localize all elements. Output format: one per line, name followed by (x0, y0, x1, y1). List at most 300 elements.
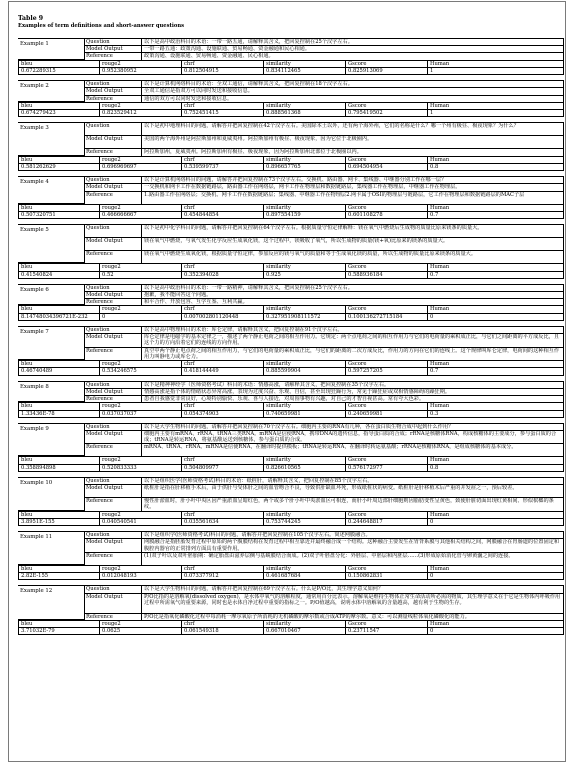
example-row-question (84, 326, 564, 333)
metric-value-bleu: 2.82E-155 (18, 572, 100, 579)
row-key: Reference (84, 96, 142, 102)
example-label: Example 1 (18, 38, 84, 60)
row-value-reference: 镁在氧气中燃烧生成氧化镁，根据质量守恒定律，参加反应的镁与氧气的质量和等于生成氧化镁的质量，所以生成物的质量比原来镁条的质量大。 (142, 251, 564, 263)
row-key: Reference (84, 498, 142, 510)
metric-value-human: 0 (428, 518, 564, 525)
example-row-reference (84, 52, 564, 59)
example-row-model-output (84, 388, 564, 395)
example-row-model-output (84, 484, 564, 497)
metric-header-human: Human (428, 620, 564, 627)
metric-value-chrf: 0.539599737 (182, 163, 264, 170)
example-block (18, 80, 564, 122)
metric-header-gscore: Gscore (346, 60, 428, 67)
row-value-reference: 患者自我感觉非常良好，心境特别愉快、乐观、喜与人接近，对周围事物有兴趣，对自己的才智自视甚高。常有夸大色彩。 (142, 396, 564, 402)
metric-value-human: 1 (428, 109, 564, 116)
metric-value-human: 0 (428, 572, 564, 579)
example-block (18, 284, 564, 326)
example-spacer (18, 635, 564, 640)
row-value-question: 以下是初中地理科目的问题，请解答并把回复控制在42个汉字左右。美国除本土以外，还有两个海外州，它们的名称是什么？哪一个州有极昼、极夜现象？为什么？ (142, 123, 564, 135)
metric-value-human: 0.7 (428, 367, 564, 374)
metric-value-gscore: 0.576172977 (346, 464, 428, 471)
example-row-reference (84, 347, 564, 360)
metric-value-bleu: 0.358894898 (18, 464, 100, 471)
metric-header-rouge2: rouge2 (100, 511, 182, 518)
example-body (84, 531, 564, 565)
row-key: Model Output (84, 184, 142, 190)
row-value-model-output: 美国的两个海外州是阿拉斯加州和夏威夷州。阿拉斯加州有极昼、极夜现象，因为它位于北极圈内。 (142, 136, 564, 148)
example-label: Example 6 (18, 284, 84, 306)
metric-header-rouge2: rouge2 (100, 456, 182, 463)
metric-value-gscore: 0.150862831 (346, 572, 428, 579)
metric-value-bleu: 0.507320751 (18, 211, 100, 218)
example-body (84, 326, 564, 360)
row-key: Reference (84, 444, 142, 456)
metric-header-gscore: Gscore (346, 360, 428, 367)
row-key: Reference (84, 614, 142, 620)
row-value-reference: 1.路由器工作在网络层；交换机、网卡工作在数据链路层；集线器、中继器工作在物理层2.网卡属于OSI的物理层与链路层，它工作在物理层和数据链路层的MAC子层 (142, 192, 564, 204)
example-body (84, 284, 564, 306)
metric-header-human: Human (428, 456, 564, 463)
metric-header-bleu: bleu (18, 360, 100, 367)
metrics-grid (18, 620, 564, 636)
metric-header-gscore: Gscore (346, 305, 428, 312)
metric-value-similarity: 0.834112465 (264, 67, 346, 74)
metric-header-chrf: chrf (182, 102, 264, 109)
example-block (18, 531, 564, 585)
metric-value-chrf: 0.054374903 (182, 410, 264, 417)
metric-header-gscore: Gscore (346, 565, 428, 572)
row-key: Question (84, 586, 142, 592)
metric-header-human: Human (428, 402, 564, 409)
row-value-reference: 和平合作、开放包容、互学互鉴、互利共赢。 (142, 299, 564, 305)
metric-value-similarity: 0.888561368 (264, 109, 346, 116)
metric-header-gscore: Gscore (346, 263, 428, 270)
metric-header-gscore: Gscore (346, 620, 428, 627)
example-body (84, 176, 564, 203)
metric-header-gscore: Gscore (346, 456, 428, 463)
example-rows (18, 38, 564, 60)
example-block (18, 122, 564, 176)
row-value-reference: 政策沟通、设施联通、贸易畅通、资金融通、民心相通。 (142, 53, 564, 59)
metric-value-human: 0.8 (428, 464, 564, 471)
example-label: Example 10 (18, 477, 84, 511)
metrics-grid (18, 565, 564, 581)
row-value-model-output: 细胞内主要有mRNA、rRNA、tRNA三类RNA。mRNA是信使RNA，携带DNA的遗传信息，指导蛋白质的合成；rRNA是核糖体RNA，构成核糖体的主要成分，参与蛋白质的合成；tRNA是转运RNA，将氨基酸运送到核糖体，参与蛋白质的合成。 (142, 431, 564, 443)
metric-value-bleu: 3.8951E-155 (18, 518, 100, 525)
metrics-grid (18, 456, 564, 472)
metric-value-gscore: 0.100136272715184 (346, 313, 428, 320)
metric-header-chrf: chrf (182, 60, 264, 67)
metrics-grid (18, 60, 564, 76)
row-key: Model Output (84, 136, 142, 148)
metric-value-chrf: 0.454844854 (182, 211, 264, 218)
metric-header-human: Human (428, 511, 564, 518)
row-key: Question (84, 81, 142, 87)
example-rows (18, 80, 564, 102)
example-row-reference (84, 250, 564, 263)
metric-value-gscore: 0.694504954 (346, 163, 428, 170)
example-rows (18, 326, 564, 360)
example-row-question (84, 80, 564, 87)
example-body (84, 224, 564, 263)
example-rows (18, 477, 564, 511)
row-key: Question (84, 285, 142, 291)
metric-value-rouge2: 0 (100, 313, 182, 320)
row-key: Question (84, 177, 142, 183)
metric-value-chrf: 0.073377912 (182, 572, 264, 579)
row-value-model-output: 纸桩肝是指在肝移植手术后，由于供肝与受体肝之间的血管吻合不良，导致供肝缺血坏死，形成纸桩状的病变。纸桩肝是肝移植术后严重的并发症之一，预后较差。 (142, 485, 564, 497)
row-value-question: 以下是初中化学科目的问题，请解答并把回复控制在64个汉字左右。根据质量守恒定律解释：镁在氧气中燃烧后生成物的质量比原来镁条的质量大。 (142, 225, 564, 237)
metric-header-chrf: chrf (182, 156, 264, 163)
example-rows (18, 176, 564, 203)
metric-value-gscore: 0.588936184 (346, 271, 428, 278)
metric-header-bleu: bleu (18, 60, 100, 67)
example-label: Example 3 (18, 122, 84, 155)
metric-value-gscore: 0.601108278 (346, 211, 428, 218)
metrics-grid (18, 156, 564, 172)
metric-value-chrf: 0.504809977 (182, 464, 264, 471)
example-row-model-output (84, 538, 564, 551)
metric-header-similarity: similarity (264, 360, 346, 367)
metric-header-rouge2: rouge2 (100, 156, 182, 163)
metric-header-bleu: bleu (18, 565, 100, 572)
example-rows (18, 381, 564, 403)
metric-header-bleu: bleu (18, 102, 100, 109)
metric-value-rouge2: 0.952380952 (100, 67, 182, 74)
example-label: Example 4 (18, 176, 84, 203)
row-value-reference: 真空中两个静止电点荷之间的相互作用力，与它们的电荷量的乘积成正比，与它们的距离的二次方成反比，作用力的方向在它们的连线上。这个规律叫库仑定律，电荷间的这种相互作用力叫静电力或库仑力。 (142, 348, 564, 360)
example-rows (18, 122, 564, 155)
row-key: Model Output (84, 238, 142, 250)
example-label: Example 2 (18, 80, 84, 102)
example-row-question (84, 381, 564, 388)
metric-value-human: 0 (428, 627, 564, 634)
metric-header-similarity: similarity (264, 620, 346, 627)
row-key: Reference (84, 53, 142, 59)
example-block (18, 224, 564, 284)
metric-value-similarity: 0.327951908111572 (264, 313, 346, 320)
example-block (18, 585, 564, 640)
metric-value-similarity: 0.896657765 (264, 163, 346, 170)
row-value-reference: P/O比是指氧化磷酸化过程中每消耗一摩尔氧原子所消耗的无机磷酸的摩尔数或合成ATP的摩尔数。意义：可以测量线粒体氧化磷酸化的能力。 (142, 614, 564, 620)
metric-value-chrf: 0.007002801120448 (182, 313, 264, 320)
metric-value-bleu: 0.46740489 (18, 367, 100, 374)
metric-header-gscore: Gscore (346, 156, 428, 163)
metric-header-human: Human (428, 102, 564, 109)
metric-header-similarity: similarity (264, 402, 346, 409)
metric-header-bleu: bleu (18, 511, 100, 518)
example-row-reference (84, 613, 564, 620)
example-row-reference (84, 148, 564, 155)
row-value-reference: 慢性肝淤血时，肝小叶中央区因严重淤血呈暗红色，两个或多个肝小叶中央淤血区可相连，而肝小叶周边部肝细胞则因脂肪变性呈黄色，致使肝脏切面出现红黄相间、形似槟榔的条纹。 (142, 498, 564, 510)
examples-table (18, 38, 564, 640)
example-block (18, 477, 564, 531)
row-value-model-output: 抱歉，我不能回答这个问题。 (142, 292, 564, 298)
row-value-reference: mRNA、tRNA、rRNA。mRNA是信使RNA，在翻译时提供模板；tRNA是转运RNA，在翻译时转运氨基酸；rRNA是核糖体RNA，是组成核糖体的基本成分。 (142, 444, 564, 456)
metric-header-chrf: chrf (182, 305, 264, 312)
metrics-grid (18, 305, 564, 321)
example-row-model-output (84, 183, 564, 190)
metric-value-similarity: 0.925 (264, 271, 346, 278)
example-row-reference (84, 95, 564, 102)
example-body (84, 423, 564, 457)
row-key: Question (84, 327, 142, 333)
metric-value-rouge2: 0.534246575 (100, 367, 182, 374)
metrics-grid (18, 360, 564, 376)
example-row-reference (84, 443, 564, 456)
example-rows (18, 531, 564, 565)
example-body (84, 477, 564, 511)
row-key: Question (84, 225, 142, 237)
row-key: Model Output (84, 88, 142, 94)
row-value-question: 以下是组织学(医师资格考试)科目的问题，请解答并把回复控制在105个汉字左右。简述网膜融合。 (142, 532, 564, 538)
metric-header-similarity: similarity (264, 263, 346, 270)
metric-value-rouge2: 0.823529412 (100, 109, 182, 116)
metric-value-bleu: 0.581262629 (18, 163, 100, 170)
row-key: Reference (84, 251, 142, 263)
example-rows (18, 284, 564, 306)
row-key: Reference (84, 348, 142, 360)
example-block (18, 38, 564, 80)
metric-header-rouge2: rouge2 (100, 565, 182, 572)
metric-header-gscore: Gscore (346, 511, 428, 518)
metric-header-bleu: bleu (18, 204, 100, 211)
metric-header-bleu: bleu (18, 305, 100, 312)
metric-header-chrf: chrf (182, 360, 264, 367)
row-value-question: 以下是高中政治科目的术语：一带一路精神，请解释其含义，把回复控制在25个汉字左右。 (142, 285, 564, 291)
row-key: Question (84, 123, 142, 135)
metric-value-bleu: 0.672289315 (18, 67, 100, 74)
metric-header-gscore: Gscore (346, 102, 428, 109)
metric-header-chrf: chrf (182, 511, 264, 518)
metric-value-rouge2: 0.466666667 (100, 211, 182, 218)
metric-header-human: Human (428, 305, 564, 312)
row-value-question: 以下是高中政治科目的术语：一带一路五通，请解释其含义，把回复控制在25个汉字左右。 (142, 39, 564, 45)
metric-header-bleu: bleu (18, 456, 100, 463)
metric-value-rouge2: 0.012048193 (100, 572, 182, 579)
table-caption: Examples of term definitions and short-answer questions (18, 23, 185, 29)
metric-header-similarity: similarity (264, 305, 346, 312)
metric-value-gscore: 0.240659981 (346, 410, 428, 417)
example-row-reference (84, 497, 564, 510)
metric-value-similarity: 0.826610565 (264, 464, 346, 471)
metric-value-human: 1 (428, 67, 564, 74)
row-value-model-output: P/O比指的是溶解氧(dissolved oxygen)，是水体中氧气的溶解程度，通常用百分比表示。溶解氧是维持生物体正常生命活动所必需的物质，其生理学意义在于它是生物体内呼吸作用过程中所需氧气的重要来源，同时也是水体自净过程中重要的指标之一。P/O值越高，说明水体中溶解氧的含量越高，越有利于生物的生存。 (142, 594, 564, 613)
metrics-grid (18, 402, 564, 418)
example-row-question (84, 423, 564, 430)
row-key: Reference (84, 553, 142, 565)
example-row-reference (84, 191, 564, 204)
example-row-model-output (84, 333, 564, 346)
example-label: Example 9 (18, 423, 84, 457)
example-rows (18, 224, 564, 263)
example-block (18, 326, 564, 381)
metric-header-chrf: chrf (182, 204, 264, 211)
metric-value-chrf: 0.752451415 (182, 109, 264, 116)
metric-header-similarity: similarity (264, 565, 346, 572)
metrics-grid (18, 263, 564, 279)
example-row-reference (84, 298, 564, 305)
row-key: Question (84, 382, 142, 388)
row-key: Reference (84, 299, 142, 305)
metrics-grid (18, 511, 564, 527)
row-value-model-output: 镁在氧气中燃烧，与氧气发生化学反应生成氧化镁，这个过程中，镁吸收了氧气，所以生成物的质量(镁+氧)比原来的镁条的质量大。 (142, 238, 564, 250)
metric-header-similarity: similarity (264, 204, 346, 211)
row-value-question: 以下是大学生物科目的问题，请解答并把回复控制在70个汉字左右。细胞内主要的RNA有几种，各在蛋白质生物合成中起到什么作用？ (142, 424, 564, 430)
metric-header-chrf: chrf (182, 620, 264, 627)
row-key: Model Output (84, 485, 142, 497)
metric-header-bleu: bleu (18, 263, 100, 270)
row-key: Model Output (84, 389, 142, 395)
example-body (84, 122, 564, 155)
metric-value-gscore: 0.795419502 (346, 109, 428, 116)
metric-header-similarity: similarity (264, 102, 346, 109)
metric-header-human: Human (428, 156, 564, 163)
metric-header-bleu: bleu (18, 156, 100, 163)
metrics-grid (18, 102, 564, 118)
metric-header-human: Human (428, 263, 564, 270)
example-row-question (84, 585, 564, 592)
example-row-model-output (84, 430, 564, 443)
row-key: Model Output (84, 594, 142, 613)
metric-value-chrf: 0.418144449 (182, 367, 264, 374)
metric-header-rouge2: rouge2 (100, 204, 182, 211)
metric-value-rouge2: 0.040540541 (100, 518, 182, 525)
metric-value-rouge2: 0.0625 (100, 627, 182, 634)
metric-value-bleu: 1.33436E-78 (18, 410, 100, 417)
metric-header-gscore: Gscore (346, 204, 428, 211)
example-block (18, 381, 564, 423)
metric-header-rouge2: rouge2 (100, 360, 182, 367)
example-row-model-output (84, 593, 564, 613)
metric-header-rouge2: rouge2 (100, 60, 182, 67)
row-value-question: 以下是计算机网络科目的问题，请解答并把回复控制在73个汉字左右。交换机、路由器、网卡、集线器、中继器分别工作在哪一层？ (142, 177, 564, 183)
metric-header-chrf: chrf (182, 263, 264, 270)
example-row-model-output (84, 291, 564, 298)
metric-value-rouge2: 0.52 (100, 271, 182, 278)
metric-value-human: 0.8 (428, 163, 564, 170)
metric-value-bleu: 0.41540824 (18, 271, 100, 278)
row-key: Model Output (84, 292, 142, 298)
example-body (84, 80, 564, 102)
metric-value-similarity: 0.897554159 (264, 211, 346, 218)
metric-header-chrf: chrf (182, 456, 264, 463)
metric-value-similarity: 0.753744245 (264, 518, 346, 525)
row-key: Reference (84, 149, 142, 155)
row-key: Question (84, 39, 142, 45)
row-key: Reference (84, 192, 142, 204)
metric-header-bleu: bleu (18, 402, 100, 409)
metric-value-gscore: 0.244648817 (346, 518, 428, 525)
row-value-model-output: 一带一路五通：政策沟通、设施联通、贸易畅通、资金融通和民心相通。 (142, 46, 564, 52)
example-row-question (84, 176, 564, 183)
metric-header-similarity: similarity (264, 156, 346, 163)
example-row-model-output (84, 237, 564, 250)
example-body (84, 38, 564, 60)
metric-header-gscore: Gscore (346, 402, 428, 409)
metric-value-chrf: 0.352394028 (182, 271, 264, 278)
example-label: Example 11 (18, 531, 84, 565)
metric-value-gscore: 0.23711547 (346, 627, 428, 634)
example-row-question (84, 122, 564, 135)
metric-header-chrf: chrf (182, 565, 264, 572)
metric-header-rouge2: rouge2 (100, 305, 182, 312)
example-label: Example 5 (18, 224, 84, 263)
metric-value-human: 0.3 (428, 410, 564, 417)
example-row-question (84, 531, 564, 538)
example-row-model-output (84, 87, 564, 94)
row-value-reference: 阿拉斯加州，夏威夷州。阿拉斯加州有极昼、极夜现象，因为阿拉斯加州北部位于北极圈以内。 (142, 149, 564, 155)
metric-header-rouge2: rouge2 (100, 263, 182, 270)
example-label: Example 8 (18, 381, 84, 403)
metric-value-similarity: 0.885599904 (264, 367, 346, 374)
example-rows (18, 585, 564, 619)
row-value-reference: (1)双子叶以及双叶胚胎期：确定胎盘由滋养层侧与基蜕膜结合而成。(2)双子叶胚盘分化：外胚层、中胚层和内胚层……(3)形成原始消化管与卵黄囊之间的连接。 (142, 553, 564, 565)
metric-header-human: Human (428, 60, 564, 67)
metric-value-human: 0.7 (428, 211, 564, 218)
row-value-question: 以下是精神神经学（医师资格考试）科目的术语：情感高涨，请解释其含义，把回复控制在35个汉字左右。 (142, 382, 564, 388)
metric-value-chrf: 0.812504915 (182, 67, 264, 74)
row-value-model-output: 全双工通信是指双方可以同时发送和接收信息。 (142, 88, 564, 94)
example-row-model-output (84, 135, 564, 148)
row-key: Question (84, 478, 142, 484)
metric-header-similarity: similarity (264, 456, 346, 463)
row-value-model-output: 库仑定律是电磁学的基本定律之一，描述了两个静止电荷之间的相互作用力。它规定：两个点电荷之间的相互作用力与它们的电荷量的乘积成正比，与它们之间距离的平方成反比，且这个力的方向沿着它们的连线的方向作用。 (142, 334, 564, 346)
metric-header-rouge2: rouge2 (100, 620, 182, 627)
row-key: Model Output (84, 46, 142, 52)
row-value-model-output: 情感高涨是指个体的情绪状态异常高涨，表现为过度兴奋、乐观、自信，甚至出现狂躁行为，常见于躁狂症或双相情感障碍的躁狂期。 (142, 389, 564, 395)
metric-value-gscore: 0.597257205 (346, 367, 428, 374)
metric-value-chrf: 0.061549318 (182, 627, 264, 634)
example-block (18, 423, 564, 477)
metric-header-bleu: bleu (18, 620, 100, 627)
row-value-question: 以下是高中物理科目的术语：库仑定律，请解释其含义，把回复控制在91个汉字左右。 (142, 327, 564, 333)
example-row-reference (84, 395, 564, 402)
metric-header-similarity: similarity (264, 511, 346, 518)
row-value-question: 以下是组织医学(医师资格考试)科目的术语：纸桩肝，请解释其含义，把回复控制在85个汉字左右。 (142, 478, 564, 484)
metric-value-gscore: 0.825913069 (346, 67, 428, 74)
metric-value-similarity: 0.461687684 (264, 572, 346, 579)
table-label: Table 9 (18, 15, 44, 22)
metric-header-rouge2: rouge2 (100, 402, 182, 409)
metric-value-rouge2: 0.520833333 (100, 464, 182, 471)
metric-header-chrf: chrf (182, 402, 264, 409)
metric-header-human: Human (428, 360, 564, 367)
table-header (18, 15, 184, 30)
metric-header-similarity: similarity (264, 60, 346, 67)
row-key: Question (84, 424, 142, 430)
example-row-question (84, 38, 564, 45)
example-body (84, 585, 564, 619)
metric-value-bleu: 0.674279423 (18, 109, 100, 116)
metrics-grid (18, 204, 564, 220)
example-label: Example 7 (18, 326, 84, 360)
metric-value-human: 0 (428, 313, 564, 320)
example-row-reference (84, 552, 564, 565)
row-key: Question (84, 532, 142, 538)
row-value-model-output: 一交换机和网卡工作在数据链路层，路由器工作在网络层，网卡工作在物理层和数据链路层，集线器工作在物理层，中继器工作在物理层。 (142, 184, 564, 190)
row-key: Model Output (84, 334, 142, 346)
metric-value-human: 0.7 (428, 271, 564, 278)
row-value-reference: 通信的双方可以同时发送和接收信息。 (142, 96, 564, 102)
metric-header-human: Human (428, 204, 564, 211)
metric-value-similarity: 0.667010467 (264, 627, 346, 634)
metric-header-rouge2: rouge2 (100, 102, 182, 109)
metric-value-similarity: 0.740659981 (264, 410, 346, 417)
metric-value-chrf: 0.035561634 (182, 518, 264, 525)
example-body (84, 381, 564, 403)
metric-value-rouge2: 0.696969697 (100, 163, 182, 170)
